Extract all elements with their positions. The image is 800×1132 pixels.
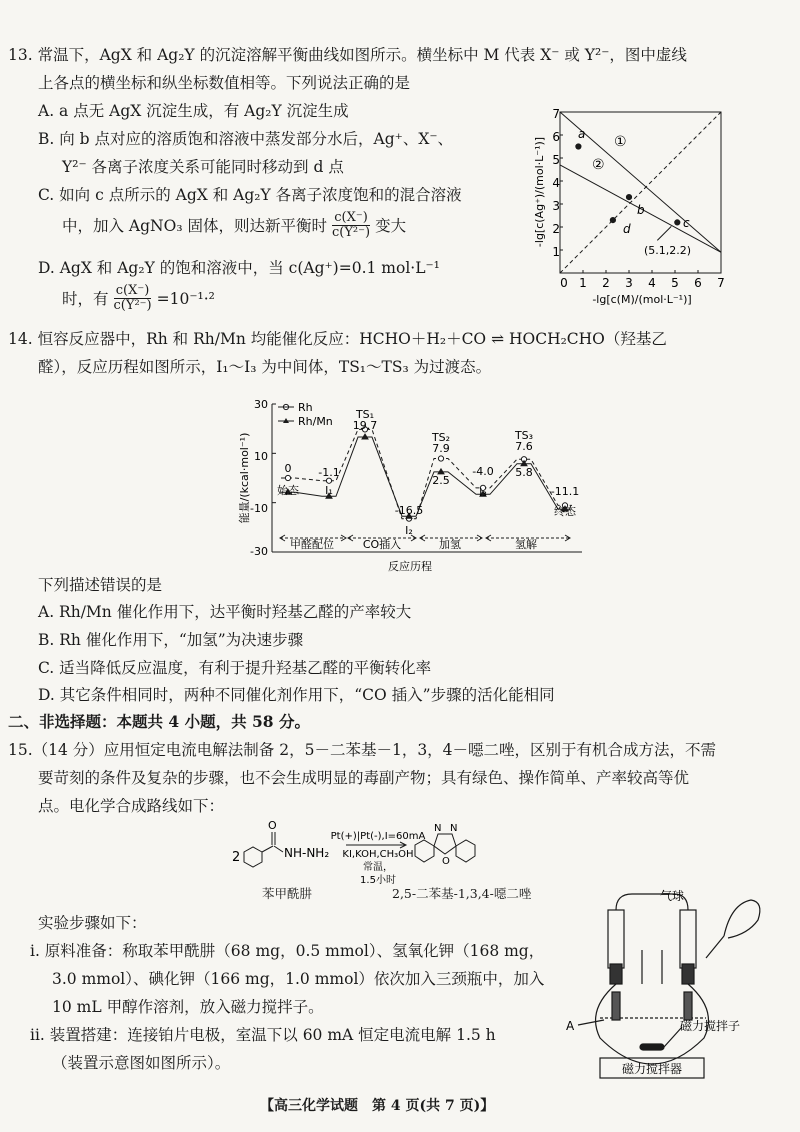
y-axis-label: -lg[c(Ag⁺)/(mol·L⁻¹)] <box>533 136 546 248</box>
wire-left <box>616 894 652 910</box>
origin-label: 0 <box>560 276 568 290</box>
fraction-denominator: c(Y²⁻) <box>113 298 152 314</box>
y-tick-label: 2 <box>552 222 560 236</box>
energy-value-label: -4.0 <box>472 465 494 478</box>
stage-label-hydrogenolysis: 氢解 <box>515 538 537 551</box>
stopper-right <box>682 964 694 984</box>
page-footer: 【高三化学试题 第 4 页(共 7 页)】 <box>260 1098 495 1114</box>
y-tick-labels <box>552 107 560 259</box>
stir-bar-label: 磁力搅拌子 <box>680 1019 741 1033</box>
reaction-condition-temperature: 常温， <box>363 862 393 873</box>
reaction-condition-reagents: KI,KOH,CH₃OH <box>342 849 414 860</box>
x-tick-label: 2 <box>602 276 610 290</box>
state-label-end: 终态 <box>554 505 576 518</box>
q13-solubility-chart <box>530 96 758 312</box>
x-tick-label: 4 <box>648 276 656 290</box>
point-b <box>626 195 631 200</box>
balloon-label: 气球 <box>660 889 685 903</box>
energy-value-label: 7.9 <box>432 442 450 455</box>
q15-step2-line1: ⅱ. 装置搭建：连接铂片电极，室温下以 60 mA 恒定电流电解 1.5 h <box>30 1026 496 1044</box>
y-tick-label: 1 <box>552 245 560 259</box>
q13-option-d-text-a: 时，有 <box>62 289 109 308</box>
section-2-heading: 二、非选择题：本题共 4 小题，共 58 分。 <box>8 712 310 731</box>
q14-option-c: C. 适当降低反应温度，有利于提升羟基乙醛的平衡转化率 <box>38 659 432 677</box>
energy-value-label: 19.7 <box>352 419 378 432</box>
y-tick-label: 6 <box>552 130 560 144</box>
q15-step1-line1: ⅰ. 原料准备：称取苯甲酰肼（68 mg，0.5 mmol）、氢氧化钾（168 mg， <box>30 942 545 960</box>
energy-value-label: 0 <box>284 462 292 475</box>
stage-label-hydrogenation: 加氢 <box>439 538 461 551</box>
q13-option-d-fraction <box>112 284 154 314</box>
q15-step2-line2: （装置示意图如图所示）。 <box>52 1054 231 1072</box>
fraction-denominator: c(Y²⁻) <box>331 225 371 241</box>
q13-option-b-line1: B. 向 b 点对应的溶质饱和溶液中蒸发部分水后，Ag⁺、X⁻、 <box>38 130 454 148</box>
y-tick-label: 10 <box>254 450 268 463</box>
q13-option-d-text-b: =10⁻¹·² <box>156 289 215 308</box>
q13-option-a: A. a 点无 AgX 沉淀生成，有 Ag₂Y 沉淀生成 <box>38 102 349 120</box>
q13-option-c-text-b: 变大 <box>375 216 407 235</box>
product-name-label: 2,5-二苯基-1,3,4-噁二唑 <box>392 886 532 901</box>
reactant-carbonyl-bond <box>262 846 273 852</box>
point-d-label: d <box>623 222 631 236</box>
q14-stem-line1: 14. 恒容反应器中，Rh 和 Rh/Mn 均能催化反应：HCHO＋H₂＋CO ⇌ HOCH₂CHO（羟基乙 <box>8 330 667 348</box>
side-neck <box>706 936 724 958</box>
y-tick-label: -10 <box>250 502 268 515</box>
point-c-coordinate-annotation: (5.1,2.2) <box>644 244 692 257</box>
legend-rh-label: Rh <box>298 401 313 414</box>
state-label-i3: I₃ <box>479 486 487 499</box>
curve-2-label: ② <box>592 157 605 173</box>
q13-option-c-fraction <box>330 211 372 241</box>
curve-1-label: ① <box>614 134 627 150</box>
y-tick-label: 30 <box>254 398 268 411</box>
stir-bar <box>640 1044 664 1050</box>
q13-option-c-line2 <box>62 211 406 241</box>
rh-data-point <box>285 475 290 480</box>
carbonyl-oxygen-label: O <box>268 819 277 832</box>
fraction-numerator: c(X⁻) <box>334 210 368 225</box>
product-oxadiazole-ring <box>434 834 456 854</box>
q13-option-c-text-a: 中，加入 AgNO₃ 固体，则达新平衡时 <box>62 216 327 235</box>
rh-data-point <box>438 456 443 461</box>
state-label-ts3: TS₃ <box>514 429 534 442</box>
y-tick-label: 4 <box>552 176 560 190</box>
q15-apparatus-diagram <box>556 880 766 1080</box>
y-tick-label: -30 <box>250 545 268 558</box>
x-axis-label: -lg[c(M)/(mol·L⁻¹)] <box>592 293 692 306</box>
reaction-condition-top: Pt(+)|Pt(-),I=60mA <box>330 831 426 842</box>
state-label-i1: I₁ <box>325 484 333 497</box>
x-axis-label: 反应历程 <box>388 560 432 573</box>
state-label-i2: I₂ <box>405 524 413 537</box>
x-tick-label: 1 <box>579 276 587 290</box>
center-neck <box>642 950 662 984</box>
reactant-hydrazide-group: NH-NH₂ <box>284 846 330 860</box>
state-label-ts2: TS₂ <box>431 431 451 444</box>
label-a: A <box>566 1019 575 1033</box>
electrode-lead-right <box>680 910 696 968</box>
energy-value-label: 5.8 <box>515 466 533 479</box>
x-tick-label: 7 <box>717 276 725 290</box>
platinum-electrode-left <box>612 992 620 1020</box>
energy-value-label: -11.1 <box>550 485 580 498</box>
y-tick-labels <box>250 398 268 558</box>
q14-option-b: B. Rh 催化作用下，“加氢”为决速步骤 <box>38 631 304 649</box>
electrode-lead-left <box>608 910 624 968</box>
q13-stem-line1: 13. 常温下，AgX 和 Ag₂Y 的沉淀溶解平衡曲线如图所示。横坐标中 M 代表 X⁻ 或 Y²⁻，图中虚线 <box>8 46 687 64</box>
energy-value-label: -1.1 <box>318 466 340 479</box>
platinum-electrode-right <box>684 992 692 1020</box>
ring-oxygen-label: O <box>442 856 450 867</box>
reactant-coefficient: 2 <box>232 850 241 865</box>
q14-option-d: D. 其它条件相同时，两种不同催化剂作用下，“CO 插入”步骤的活化能相同 <box>38 686 555 704</box>
q13-option-d-line2 <box>62 284 215 314</box>
stopper-left <box>610 964 622 984</box>
balloon-icon <box>724 900 760 938</box>
state-label-ts1: TS₁ <box>355 408 375 421</box>
q15-reaction-scheme <box>210 812 610 886</box>
q15-intro-line3: 点。电化学合成路线如下： <box>38 797 225 815</box>
energy-value-label: 7.6 <box>515 440 533 453</box>
legend-rhmn-label: Rh/Mn <box>298 415 333 428</box>
q14-prompt: 下列描述错误的是 <box>38 576 163 594</box>
q15-step1-line2: 3.0 mmol）、碘化钾（166 mg，1.0 mmol）依次加入三颈瓶中，加入 <box>52 970 545 988</box>
label-a-pointer <box>578 1020 604 1025</box>
y-tick-label: 5 <box>552 153 560 167</box>
x-tick-label: 3 <box>625 276 633 290</box>
y-tick-label: 3 <box>552 199 560 213</box>
q14-energy-profile-chart <box>240 388 590 574</box>
fraction-numerator: c(X⁻) <box>115 283 150 298</box>
point-c-label: c <box>683 216 690 230</box>
stage-label-co-insertion: CO插入 <box>362 538 402 551</box>
reactant-c-n-bond <box>274 846 283 852</box>
q15-intro-line2: 要苛刻的条件及复杂的步骤，也不会生成明显的毒副产物；具有绿色、操作简单、产率较高等优 <box>38 769 690 787</box>
y-axis-label: 能量/(kcal·mol⁻¹) <box>238 432 251 524</box>
stage-label-formaldehyde-coordination: 甲醛配位 <box>290 538 334 551</box>
x-tick-label: 5 <box>671 276 679 290</box>
reaction-condition-time: 1.5小时 <box>360 875 396 886</box>
magnetic-stirrer-label: 磁力搅拌器 <box>621 1062 683 1076</box>
point-a <box>576 144 581 149</box>
reactant-benzene-ring <box>244 847 262 867</box>
ring-nitrogen-label-right: N <box>450 823 458 834</box>
ring-nitrogen-label-left: N <box>434 823 442 834</box>
point-a-label: a <box>578 127 586 141</box>
energy-value-label: -16.5 <box>394 504 424 517</box>
product-left-phenyl <box>415 840 434 862</box>
q13-option-c-line1: C. 如向 c 点所示的 AgX 和 Ag₂Y 各离子浓度饱和的混合溶液 <box>38 186 462 204</box>
q13-option-d-line1: D. AgX 和 Ag₂Y 的饱和溶液中，当 c(Ag⁺)=0.1 mol·L⁻¹ <box>38 259 440 277</box>
q13-option-b-line2: Y²⁻ 各离子浓度关系可能同时移动到 d 点 <box>62 158 344 176</box>
state-label-start: 始态 <box>277 484 299 497</box>
q14-option-a: A. Rh/Mn 催化作用下，达平衡时羟基乙醛的产率较大 <box>38 603 412 621</box>
x-tick-label: 6 <box>694 276 702 290</box>
product-right-phenyl <box>456 840 475 862</box>
q15-intro-line1: 15.（14 分）应用恒定电流电解法制备 2，5－二苯基－1，3，4－噁二唑，区别于有机合成方法，不需 <box>8 741 717 759</box>
q13-stem-line2: 上各点的横坐标和纵坐标数值相等。下列说法正确的是 <box>38 74 411 92</box>
energy-value-label: 2.5 <box>432 474 450 487</box>
point-c-annotation-pointer <box>657 226 671 240</box>
q15-step1-line3: 10 mL 甲醇作溶剂，放入磁力搅拌子。 <box>52 998 324 1016</box>
x-tick-labels <box>579 276 725 290</box>
q15-steps-title: 实验步骤如下： <box>38 914 147 932</box>
y-tick-label: 7 <box>552 107 560 121</box>
point-b-label: b <box>637 203 645 217</box>
q14-stem-line2: 醛），反应历程如图所示，I₁～I₃ 为中间体，TS₁～TS₃ 为过渡态。 <box>38 358 492 376</box>
point-c <box>675 220 680 225</box>
reactant-name-label: 苯甲酰肼 <box>262 886 313 901</box>
legend <box>278 401 333 428</box>
point-d <box>610 218 615 223</box>
